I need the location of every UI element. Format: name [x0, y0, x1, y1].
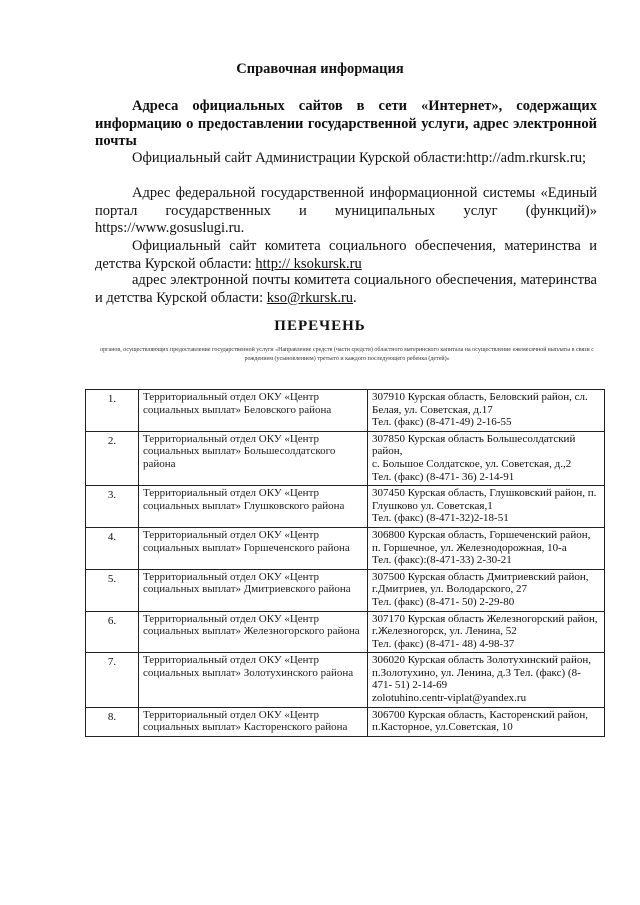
- office-name: Территориальный отдел ОКУ «Центр социальных выплат» Дмитриевского района: [139, 569, 368, 611]
- sites-heading: Адреса официальных сайтов в сети «Интернет», содержащих информацию о предоставлении государственной услуги, адрес электронной почты: [95, 98, 597, 149]
- office-address: 306020 Курская область Золотухинский район, п.Золотухино, ул. Ленина, д.3 Тел. (факс) (8-471- 51) 2-14-69 zolotuhino.centr-viplat@yandex.ru: [368, 653, 605, 707]
- committee-site-link[interactable]: http:// ksokursk.ru: [255, 255, 362, 272]
- offices-table: [85, 389, 605, 737]
- committee-site-paragraph: [95, 238, 597, 273]
- table-row: [86, 653, 605, 707]
- list-subheading: органов, осуществляющих предоставление государственной услуги «Направление средств (части средств) областного материнского капитала на осуществление ежемесячной выплаты в связи с рождением (усыновлением) третьего и каждого последующего ребенка (детей)»: [100, 347, 594, 362]
- page-title: Справочная информация: [236, 61, 404, 77]
- row-number: 8.: [86, 707, 139, 736]
- row-number: 4.: [86, 527, 139, 569]
- office-address: 307910 Курская область, Беловский район, сл. Белая, ул. Советская, д.17 Тел. (факс) (8-471-49) 2-16-55: [368, 390, 605, 432]
- row-number: 3.: [86, 486, 139, 528]
- office-name: Территориальный отдел ОКУ «Центр социальных выплат» Касторенского района: [139, 707, 368, 736]
- office-name: Территориальный отдел ОКУ «Центр социальных выплат» Железногорского района: [139, 611, 368, 653]
- table-row: [86, 527, 605, 569]
- office-address: 307500 Курская область Дмитриевский район, г.Дмитриев, ул. Володарского, 27 Тел. (факс) (8-471- 50) 2-29-80: [368, 569, 605, 611]
- row-number: 1.: [86, 390, 139, 432]
- office-address: 307170 Курская область Железногорский район, г.Железногорск, ул. Ленина, 52 Тел. (факс) (8-471- 48) 4-98-37: [368, 611, 605, 653]
- office-name: Территориальный отдел ОКУ «Центр социальных выплат» Золотухинского района: [139, 653, 368, 707]
- committee-email-link[interactable]: kso@rkursk.ru: [266, 289, 354, 306]
- table-row: [86, 486, 605, 528]
- committee-email-paragraph: [95, 272, 597, 307]
- office-address: 307850 Курская область Большесолдатский район, с. Большое Солдатское, ул. Советская, д.,2 Тел. (факс) (8-471- 36) 2-14-91: [368, 431, 605, 485]
- office-address: 306800 Курская область, Горшеченский район, п. Горшечное, ул. Железнодорожная, 10-а Тел. (факс):(8-471-33) 2-30-21: [368, 527, 605, 569]
- office-name: Территориальный отдел ОКУ «Центр социальных выплат» Большесолдатского района: [139, 431, 368, 485]
- table-row: [86, 431, 605, 485]
- committee-email-text: адрес электронной почты комитета социального обеспечения, материнства и детства Курской области:: [95, 272, 597, 306]
- table-row: [86, 611, 605, 653]
- office-address: 307450 Курская область, Глушковский район, п. Глушково ул. Советская,1 Тел. (факс) (8-471-32)2-18-51: [368, 486, 605, 528]
- office-name: Территориальный отдел ОКУ «Центр социальных выплат» Горшеченского района: [139, 527, 368, 569]
- row-number: 7.: [86, 653, 139, 707]
- row-number: 6.: [86, 611, 139, 653]
- list-heading: ПЕРЕЧЕНЬ: [274, 318, 366, 334]
- admin-site-paragraph: Официальный сайт Администрации Курской области:http://adm.rkursk.ru;: [132, 150, 587, 166]
- table-row: [86, 390, 605, 432]
- table-row: [86, 707, 605, 736]
- row-number: 2.: [86, 431, 139, 485]
- office-name: Территориальный отдел ОКУ «Центр социальных выплат» Беловского района: [139, 390, 368, 432]
- gosuslugi-paragraph: Адрес федеральной государственной информационной системы «Единый портал государственных и муниципальных услуг (функций)» https://www.gosuslugi.ru.: [95, 185, 597, 236]
- committee-site-text: Официальный сайт комитета социального обеспечения, материнства и детства Курской области:: [95, 238, 597, 272]
- committee-email-end: .: [353, 289, 357, 306]
- office-address: 306700 Курская область, Касторенский район, п.Касторное, ул.Советская, 10: [368, 707, 605, 736]
- row-number: 5.: [86, 569, 139, 611]
- office-name: Территориальный отдел ОКУ «Центр социальных выплат» Глушковского района: [139, 486, 368, 528]
- table-row: [86, 569, 605, 611]
